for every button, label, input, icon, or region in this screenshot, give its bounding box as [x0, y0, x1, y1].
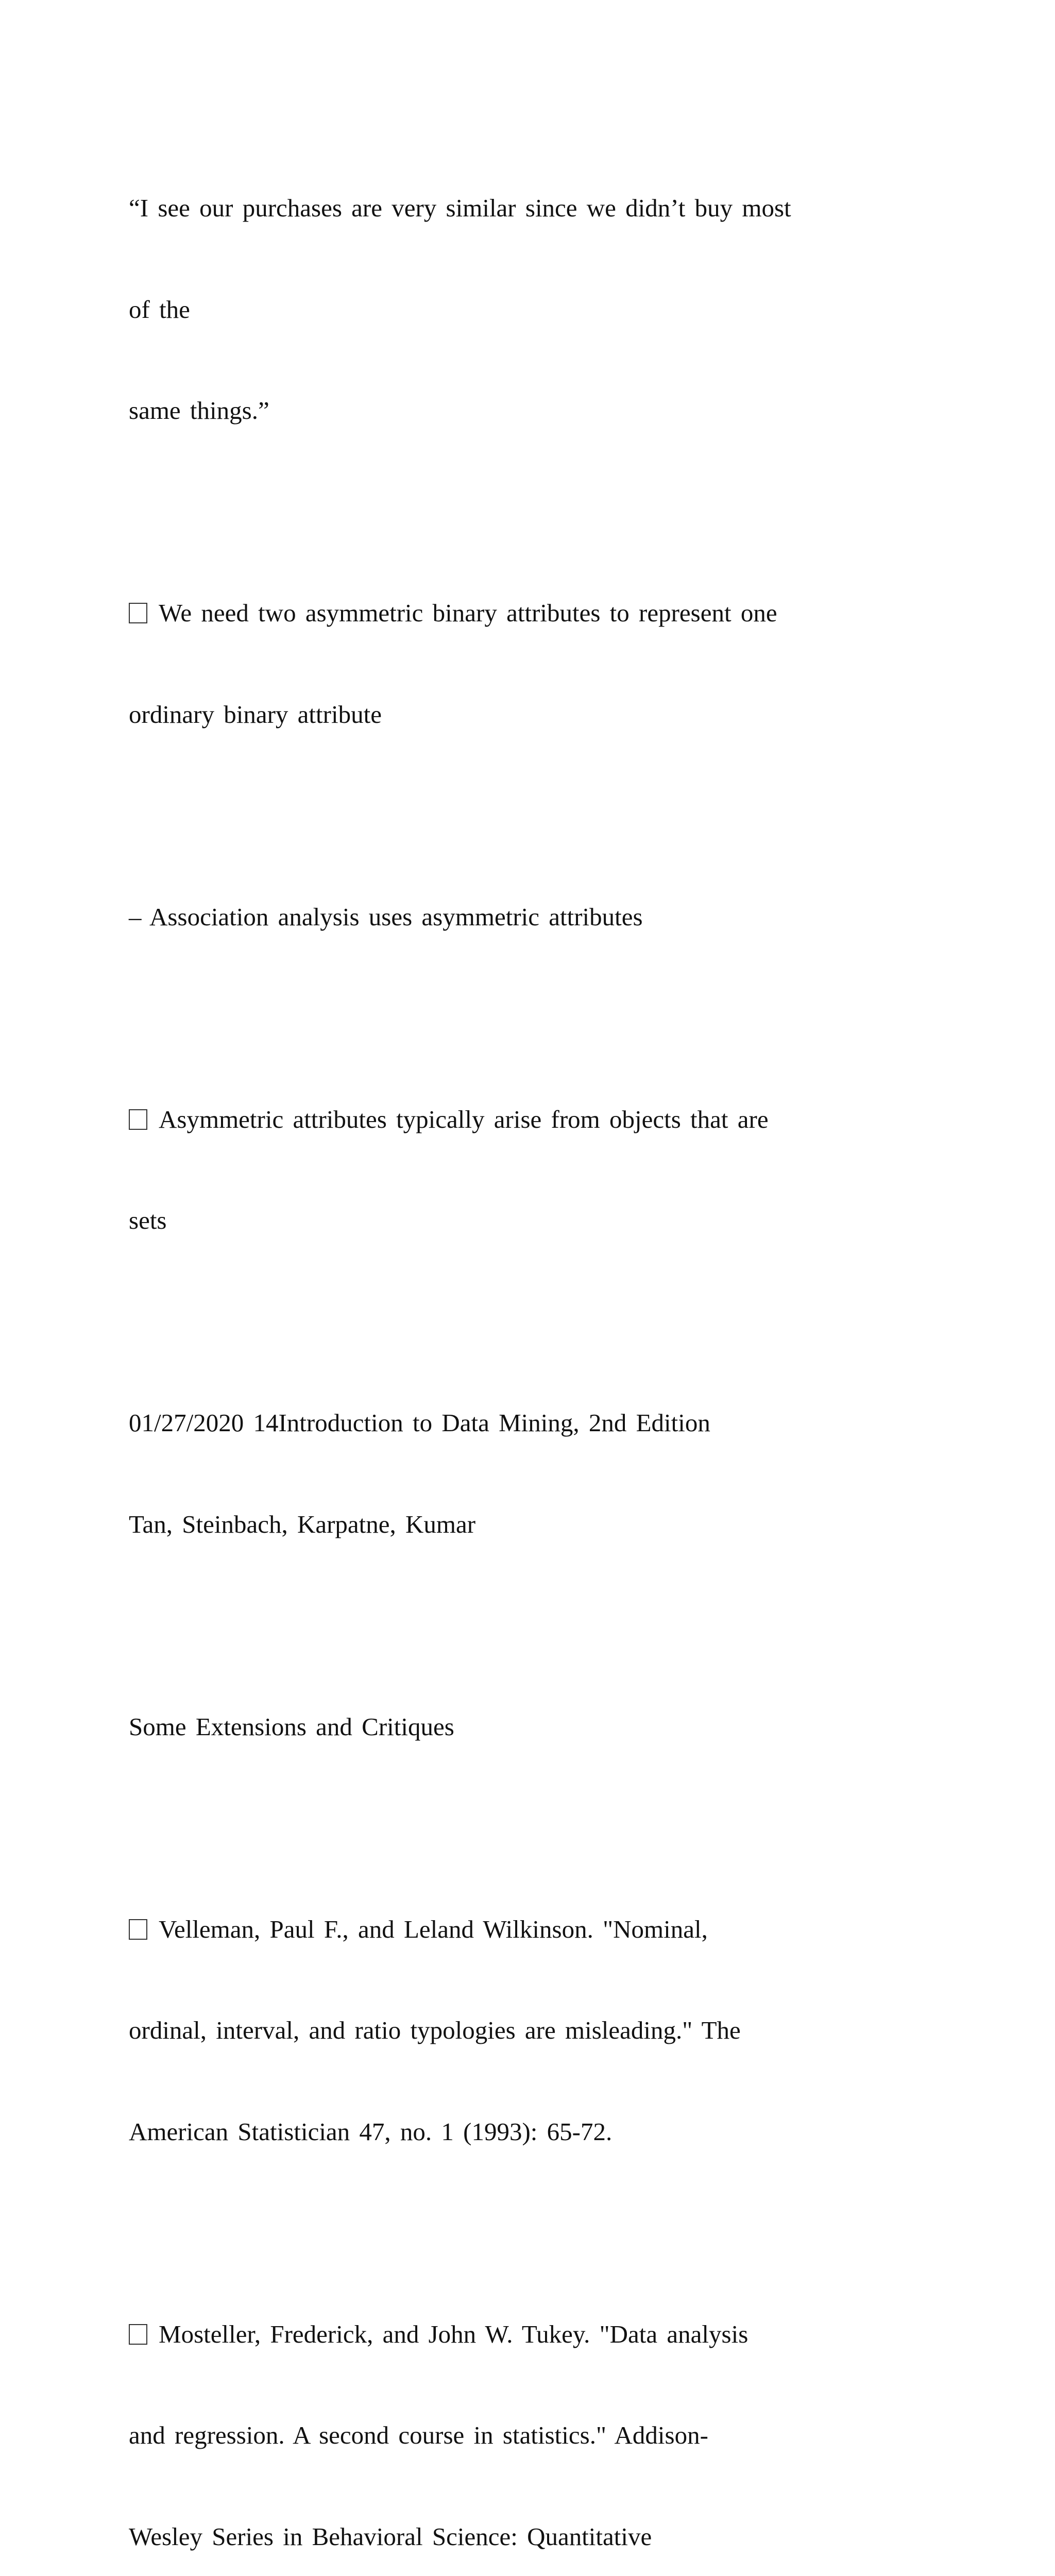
association-note-line: – Association analysis uses asymmetric attributes: [129, 900, 932, 934]
reference-velleman-text-1: Velleman, Paul F., and Leland Wilkinson. "Nominal,: [159, 1915, 708, 1943]
bullet-two-attributes-text-1: We need two asymmetric binary attributes to represent one: [159, 599, 777, 627]
slide-footer: [129, 1338, 932, 1608]
bullet-sets-line-2: sets: [129, 1204, 932, 1238]
square-bullet-icon: [129, 2324, 147, 2345]
bullet-sets-line-1: [129, 1103, 932, 1137]
section-title: [129, 1642, 932, 1811]
document-page: [129, 124, 932, 2576]
square-bullet-icon: [129, 603, 147, 623]
reference-velleman: [129, 1845, 932, 2216]
bullet-sets-text-1: Asymmetric attributes typically arise from objects that are: [159, 1105, 769, 1133]
quote-line-3: same things.”: [129, 394, 932, 428]
reference-velleman-line-1: [129, 1912, 932, 1946]
reference-mosteller-text-1: Mosteller, Frederick, and John W. Tukey. "Data analysis: [159, 2320, 748, 2348]
slide-footer-line-1: 01/27/2020 14Introduction to Data Mining, 2nd Edition: [129, 1406, 932, 1440]
slide-footer-line-2: Tan, Steinbach, Karpatne, Kumar: [129, 1507, 932, 1541]
bullet-sets: [129, 1035, 932, 1305]
reference-mosteller: [129, 2250, 932, 2576]
quote-line-2: of the: [129, 293, 932, 327]
quote-paragraph: [129, 124, 932, 495]
section-title-text: Some Extensions and Critiques: [129, 1710, 932, 1744]
reference-velleman-line-3: American Statistician 47, no. 1 (1993): 65-72.: [129, 2115, 932, 2149]
reference-mosteller-line-2: and regression. A second course in statistics." Addison-: [129, 2418, 932, 2452]
square-bullet-icon: [129, 1919, 147, 1940]
bullet-two-attributes-line-1: [129, 596, 932, 630]
reference-mosteller-line-3: Wesley Series in Behavioral Science: Quantitative: [129, 2520, 932, 2554]
reference-mosteller-line-1: [129, 2317, 932, 2351]
bullet-two-attributes-line-2: ordinary binary attribute: [129, 698, 932, 732]
quote-line-1: “I see our purchases are very similar since we didn’t buy most: [129, 191, 932, 225]
reference-velleman-line-2: ordinal, interval, and ratio typologies are misleading." The: [129, 2013, 932, 2047]
bullet-two-attributes: [129, 529, 932, 799]
association-note: [129, 833, 932, 1002]
square-bullet-icon: [129, 1109, 147, 1130]
